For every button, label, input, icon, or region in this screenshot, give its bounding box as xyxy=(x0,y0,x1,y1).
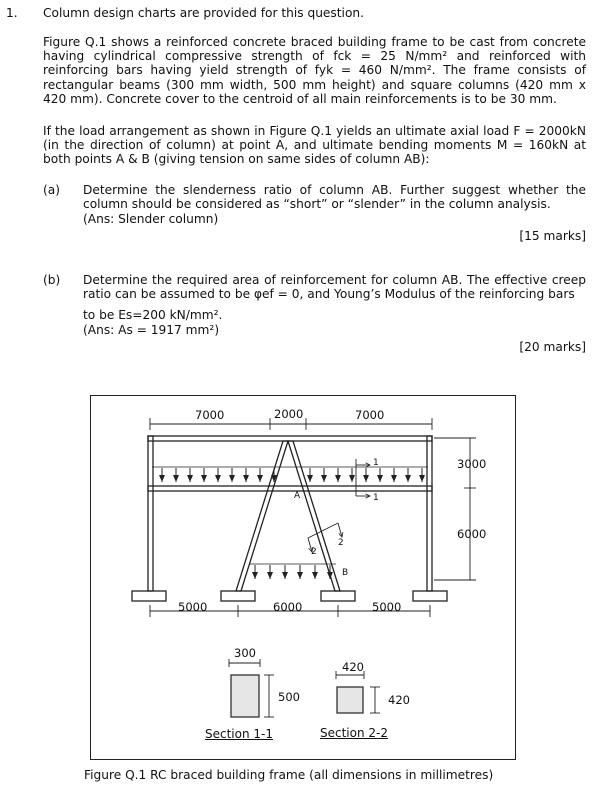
cut-2-label-left: 2 xyxy=(311,547,317,557)
ground-load-arrows xyxy=(255,565,330,579)
problem-paragraph-2: If the load arrangement as shown in Figure Q.1 yields an ultimate axial load F = 2000kN (in the direction of column) at point A, and ultimate bending moments M = 160kN at both points A & B (giving tension on same sides of column AB): xyxy=(43,124,586,167)
point-a-label: A xyxy=(294,491,301,501)
point-b-label: B xyxy=(342,568,349,578)
part-b-answer: (Ans: As = 1917 mm²) xyxy=(83,323,220,337)
section-2-2-shape xyxy=(337,687,363,713)
inclined-leg-left xyxy=(236,441,288,591)
support-3 xyxy=(321,591,355,601)
frame-structure xyxy=(132,436,447,601)
cut-1-label-bottom: 1 xyxy=(373,493,379,503)
part-b-text: Determine the required area of reinforcement for column AB. The effective creep ratio can be assumed to be φef = 0, and Young’s Modulus of the reinforcing bars xyxy=(83,273,586,302)
support-2 xyxy=(221,591,255,601)
section-1-1-shape xyxy=(231,675,259,717)
inclined-leg-ab xyxy=(288,441,340,591)
figure-caption: Figure Q.1 RC braced building frame (all dimensions in millimetres) xyxy=(84,768,494,782)
dim-bottom-left: 5000 xyxy=(178,600,208,614)
section-2-height: 420 xyxy=(388,693,410,707)
part-b-marks: [20 marks] xyxy=(519,340,586,354)
floor-beam xyxy=(148,486,432,491)
cut-2-label-right: 2 xyxy=(338,538,344,548)
part-a-answer: (Ans: Slender column) xyxy=(83,212,219,226)
part-b-label: (b) xyxy=(43,273,61,287)
dim-height-lower: 6000 xyxy=(457,527,487,541)
dim-height-upper: 3000 xyxy=(457,457,487,471)
dim-top-left: 7000 xyxy=(195,408,225,422)
section-1-height: 500 xyxy=(278,690,300,704)
dim-top-mid: 2000 xyxy=(274,407,304,421)
section-2-title: Section 2-2 xyxy=(320,726,388,740)
right-column xyxy=(427,436,432,591)
support-1 xyxy=(132,591,166,601)
roof-beam xyxy=(148,436,432,441)
floor-load-arrows xyxy=(162,468,422,482)
left-column xyxy=(148,436,153,591)
cut-1-label-top: 1 xyxy=(373,458,379,468)
dim-bottom-mid: 6000 xyxy=(273,600,303,614)
dim-top-right: 7000 xyxy=(355,408,385,422)
part-a-marks: [15 marks] xyxy=(519,229,586,243)
part-a-text: Determine the slenderness ratio of column AB. Further suggest whether the column should be considered as “short” or “slender” in the column analysis. xyxy=(83,183,586,212)
part-b-text-2: to be Es=200 kN/mm². xyxy=(83,308,223,322)
intro-text: Column design charts are provided for this question. xyxy=(43,6,364,20)
section-2-width: 420 xyxy=(342,660,364,674)
support-4 xyxy=(413,591,447,601)
problem-paragraph-1: Figure Q.1 shows a reinforced concrete braced building frame to be cast from concrete having cylindrical compressive strength of fck = 25 N/mm² and reinforced with reinforcing bars having yield strength of fyk = 460 N/mm². The frame consists of rectangular beams (300 mm width, 500 mm height) and square columns (420 mm x 420 mm). Concrete cover to the centroid of all main reinforcements is to be 30 mm. xyxy=(43,35,586,106)
question-number: 1. xyxy=(6,6,18,20)
dim-bottom-right: 5000 xyxy=(372,600,402,614)
section-1-title: Section 1-1 xyxy=(205,727,273,741)
part-a-label: (a) xyxy=(43,183,60,197)
section-1-width: 300 xyxy=(234,646,256,660)
